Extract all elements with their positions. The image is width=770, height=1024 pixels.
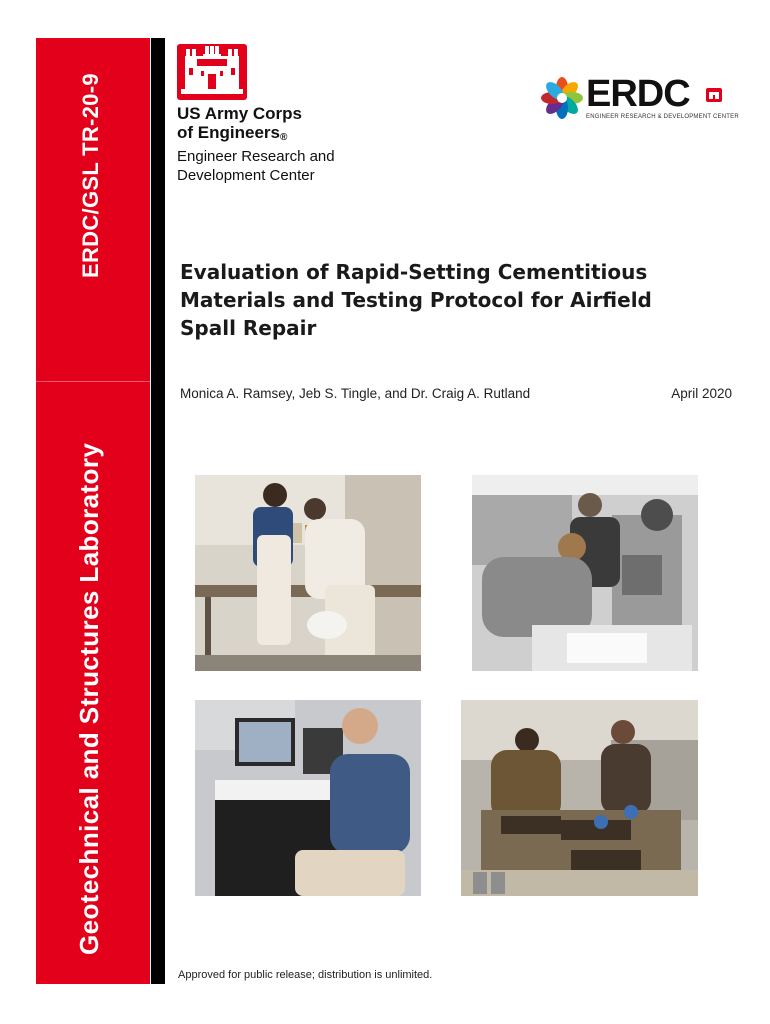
report-number: ERDC/GSL TR-20-9 (78, 73, 103, 278)
photo-computer-station (195, 700, 421, 896)
photo-packing-molds (461, 700, 698, 896)
photo-testing-rig (472, 475, 698, 671)
report-date: April 2020 (671, 386, 732, 401)
usace-line2: of Engineers (177, 123, 280, 142)
registered-mark: ® (279, 132, 288, 143)
sidebar-divider (36, 381, 150, 382)
distribution-statement: Approved for public release; distribution is unlimited. (178, 969, 433, 981)
laboratory-name: Geotechnical and Structures Laboratory (74, 442, 104, 955)
erdc-subtitle: ENGINEER RESEARCH & DEVELOPMENT CENTER (586, 114, 739, 120)
usace-wordmark (177, 104, 335, 185)
photo-workers-mixing (195, 475, 421, 671)
usace-line1: US Army Corps (177, 104, 303, 123)
erdc-wordmark: ERDC (586, 73, 690, 115)
report-authors: Monica A. Ramsey, Jeb S. Tingle, and Dr. Craig A. Rutland (180, 386, 531, 401)
castle-icon (177, 44, 247, 100)
erdc-castle-badge-icon (706, 88, 722, 102)
report-title: Evaluation of Rapid-Setting Cementitious Materials and Testing Protocol for Airfield Spall Repair (180, 260, 652, 340)
usace-line3: Engineer Research and (177, 148, 335, 165)
erdc-logo (540, 73, 739, 126)
erdc-flower-icon (540, 76, 584, 120)
sidebar-black-rule (151, 38, 165, 984)
usace-line4: Development Center (177, 167, 315, 184)
